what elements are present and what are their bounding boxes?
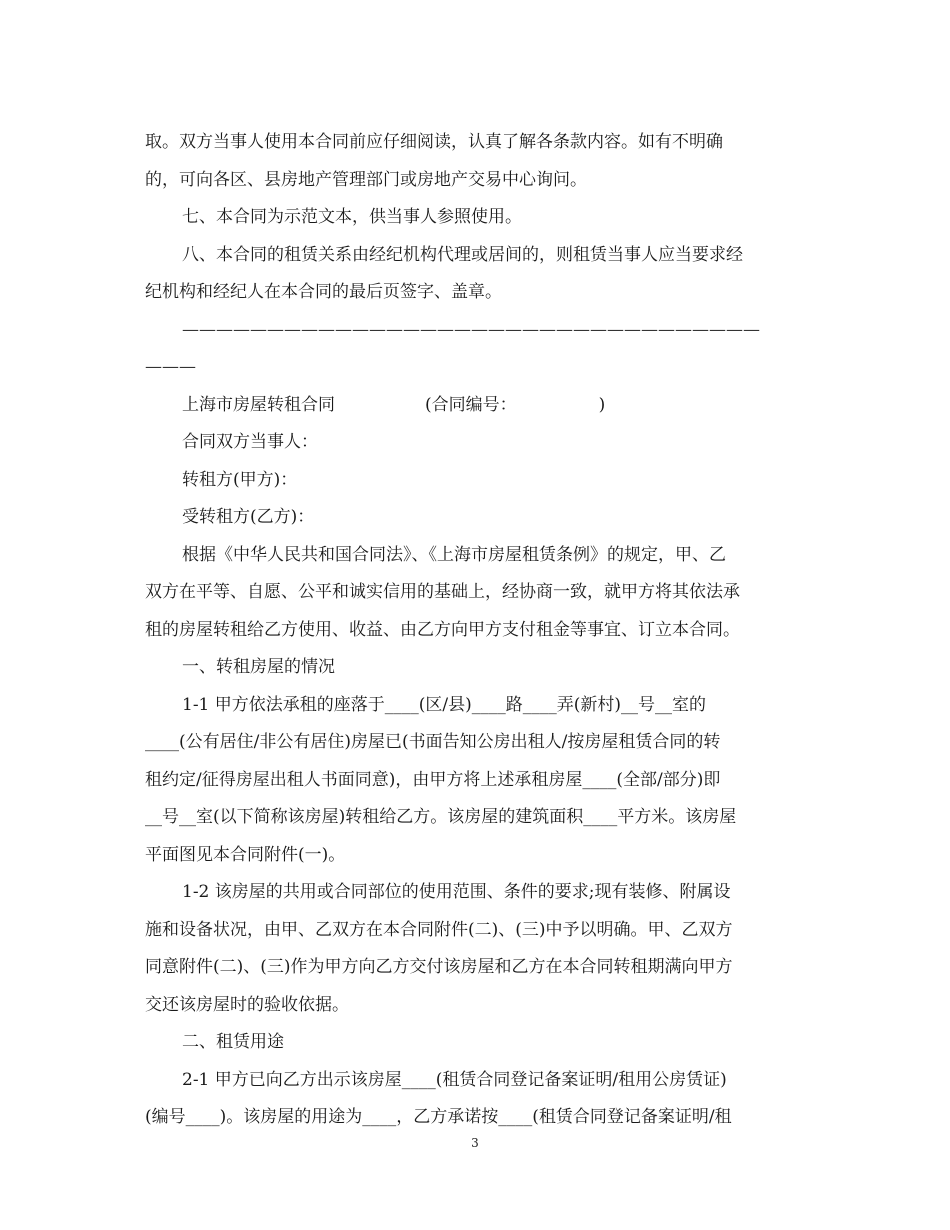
paragraph-line: 纪机构和经纪人在本合同的最后页签字、盖章。 — [145, 282, 502, 302]
parties-heading: 合同双方当事人： — [182, 432, 318, 452]
clause-1-1-line: ____(公有居住/非公有居住)房屋已(书面告知公房出租人/按房屋租赁合同的转 — [145, 732, 721, 752]
clause-1-2-line: 1-2 该房屋的共用或合同部位的使用范围、条件的要求;现有装修、附属设 — [182, 882, 731, 902]
clause-1-1-line: 1-1 甲方依法承租的座落于____(区/县)____路____弄(新村)__号__室的 — [182, 694, 707, 715]
separator-line-tail: ——— — [145, 357, 196, 377]
paragraph-line: 的，可向各区、县房地产管理部门或房地产交易中心询问。 — [145, 169, 587, 190]
preamble-line: 根据《中华人民共和国合同法》、《上海市房屋租赁条例》的规定，甲、乙 — [182, 544, 726, 565]
document-body — [145, 124, 805, 1137]
clause-1-1-line: __号__室(以下简称该房屋)转租给乙方。该房屋的建筑面积____平方米。该房屋 — [145, 807, 737, 827]
clause-2-1-line: 2-1 甲方已向乙方出示该房屋____(租赁合同登记备案证明/租用公房赁证) — [182, 1069, 727, 1090]
separator-line: —————————————————————————————————— — [182, 319, 760, 340]
clause-seven: 七、本合同为示范文本，供当事人参照使用。 — [182, 207, 522, 227]
page-number: 3 — [471, 1136, 479, 1150]
preamble-line: 双方在平等、自愿、公平和诚实信用的基础上，经协商一致，就甲方将其依法承 — [145, 582, 740, 602]
preamble-line: 租的房屋转租给乙方使用、收益、由乙方向甲方支付租金等事宜、订立本合同。 — [145, 619, 740, 640]
clause-1-1-line: 平面图见本合同附件(一)。 — [145, 844, 346, 865]
section-heading-two: 二、租赁用途 — [182, 1032, 284, 1052]
clause-eight: 八、本合同的租赁关系由经纪机构代理或居间的，则租赁当事人应当要求经 — [182, 244, 743, 265]
clause-1-1-line: 租约定/征得房屋出租人书面同意)，由甲方将上述承租房屋____(全部/部分)即 — [145, 769, 721, 790]
contract-number-label: (合同编号： — [425, 394, 517, 415]
clause-2-1-line: (编号____)。该房屋的用途为____，乙方承诺按____(租赁合同登记备案证明/租 — [145, 1107, 732, 1127]
clause-1-2-line: 同意附件(二)、(三)作为甲方向乙方交付该房屋和乙方在本合同转租期满向甲方 — [145, 957, 733, 977]
party-a-label: 转租方(甲方)： — [182, 469, 298, 490]
contract-title-row — [145, 387, 805, 425]
contract-title: 上海市房屋转租合同 — [182, 394, 335, 415]
clause-1-2-line: 交还该房屋时的验收依据。 — [145, 994, 349, 1015]
contract-number-close: ) — [598, 394, 606, 415]
clause-1-2-line: 施和设备状况，由甲、乙双方在本合同附件(二)、(三)中予以明确。甲、乙双方 — [145, 919, 733, 940]
section-heading-one: 一、转租房屋的情况 — [182, 657, 335, 677]
party-b-label: 受转租方(乙方)： — [182, 507, 315, 527]
paragraph-line: 取。双方当事人使用本合同前应仔细阅读，认真了解各条款内容。如有不明确 — [145, 132, 723, 152]
